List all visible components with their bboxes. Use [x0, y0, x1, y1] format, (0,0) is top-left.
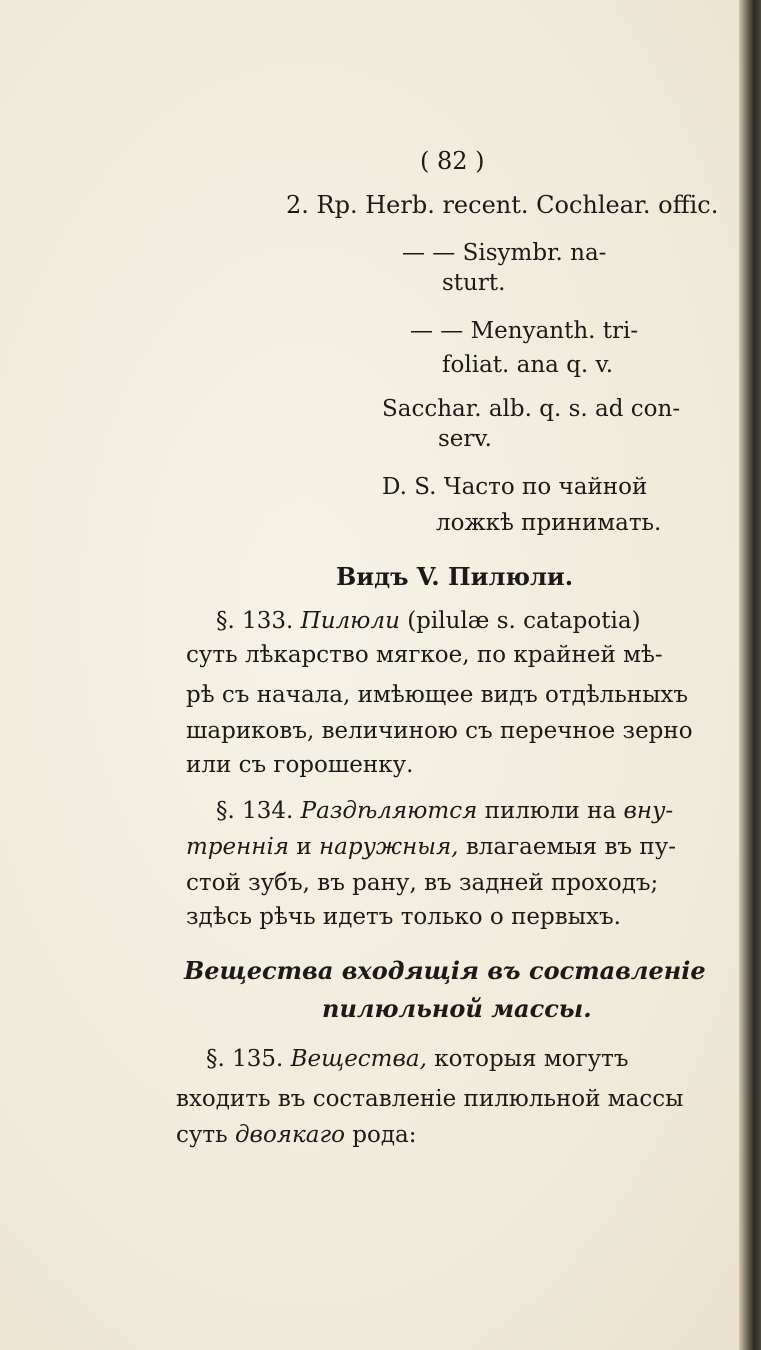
term: вну-: [623, 798, 674, 824]
p134-line-1: [216, 796, 673, 826]
term: Раздѣляются: [300, 798, 478, 824]
p135-line-1: [206, 1044, 629, 1074]
p133-line-4: шариковъ, величиною съ перечное зерно: [186, 718, 693, 744]
section-number: §. 134.: [216, 798, 294, 824]
section-number: §. 135.: [206, 1046, 284, 1072]
p135-line-3: [176, 1120, 416, 1150]
p134-line-4: здѣсь рѣчь идетъ только о первыхъ.: [186, 904, 621, 930]
term: Вещества,: [290, 1046, 427, 1072]
recipe-line-5: foliat. ana q. v.: [442, 352, 614, 378]
term: треннія: [186, 834, 290, 860]
p133-line-2: суть лѣкарство мягкое, по крайней мѣ-: [186, 642, 663, 668]
term: Пилюли: [300, 608, 400, 634]
text: суть: [176, 1122, 228, 1148]
subheading-line-1: Вещества входящія въ составленіе: [184, 956, 706, 985]
p134-line-3: стой зубъ, въ рану, въ задней проходъ;: [186, 870, 659, 896]
p135-line-2: входить въ составленіе пилюльной массы: [176, 1086, 684, 1112]
recipe-line-6: Sacchar. alb. q. s. ad con-: [382, 396, 681, 422]
recipe-line-9: ложкѣ принимать.: [436, 510, 662, 536]
text: пилюли на: [484, 798, 617, 824]
book-binding-edge: [739, 0, 761, 1350]
recipe-line-3: sturt.: [442, 270, 506, 296]
text: которыя могутъ: [434, 1046, 629, 1072]
text: рода:: [352, 1122, 417, 1148]
text: и: [296, 834, 312, 860]
p133-line-1: [216, 606, 641, 636]
section-number: §. 133.: [216, 608, 294, 634]
term: двоякаго: [234, 1122, 345, 1148]
subheading-line-2: пилюльной массы.: [322, 994, 592, 1023]
recipe-line-4: — — Menyanth. tri-: [410, 318, 639, 344]
text: влагаемыя въ пу-: [465, 834, 677, 860]
recipe-line-8: D. S. Часто по чайной: [382, 474, 648, 500]
text: (pilulæ s. catapotia): [407, 608, 641, 634]
recipe-line-2: — — Sisymbr. na-: [402, 240, 607, 266]
term: наружныя,: [319, 834, 459, 860]
section-title: Видъ V. Пилюли.: [336, 562, 574, 591]
p134-line-2: [186, 832, 676, 862]
page-number: ( 82 ): [420, 147, 485, 175]
p133-line-5: или съ горошенку.: [186, 752, 414, 778]
recipe-line-1: 2. Rp. Herb. recent. Cochlear. offic.: [286, 191, 719, 219]
recipe-line-7: serv.: [438, 426, 492, 452]
p133-line-3: рѣ съ начала, имѣющее видъ отдѣльныхъ: [186, 682, 689, 708]
